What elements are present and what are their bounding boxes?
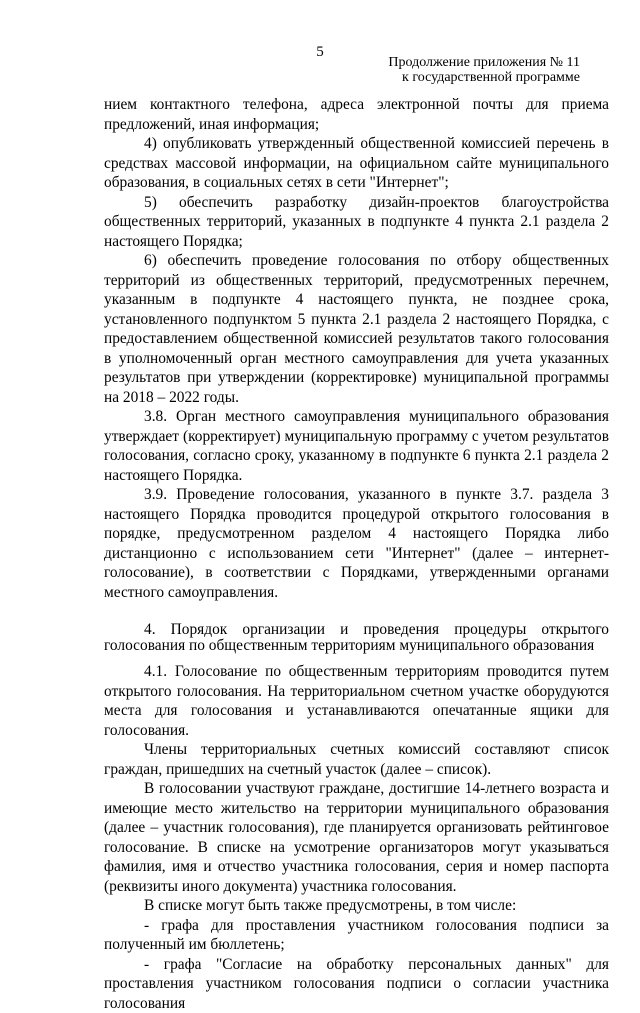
paragraph: Члены территориальных счетных комиссий составляют список граждан, пришедших на счетный участок (далее – список). [104, 740, 609, 779]
paragraph: 5) обеспечить разработку дизайн-проектов благоустройства общественных территорий, указанных в подпункте 4 пункта 2.1 раздела 2 настоящего Порядка; [104, 193, 609, 252]
paragraph: - графа для проставления участником голосования подписи за полученный им бюллетень; [104, 916, 609, 955]
paragraph: 4) опубликовать утвержденный общественной комиссией перечень в средствах массовой информации, на официальном сайте муниципального образования, в социальных сетях в сети "Интернет"; [104, 134, 609, 193]
header-note-line1: Продолжение приложения № 11 [388, 55, 580, 70]
document-body [104, 95, 609, 1013]
paragraph: В списке могут быть также предусмотрены, в том числе: [104, 896, 609, 916]
paragraph: 6) обеспечить проведение голосования по отбору общественных территорий из общественных территорий, предусмотренных перечнем, указанным в подпункте 4 настоящего пункта, не позднее срока, установленного подпунктом 5 пункта 2.1 раздела 2 настоящего Порядка, с предоставлением общественной комиссией результатов такого голосования в уполномоченный орган местного самоуправления для учета указанных результатов при утверждении (корректировке) муниципальной программы на 2018 – 2022 годы. [104, 251, 609, 407]
paragraph: нием контактного телефона, адреса электронной почты для приема предложений, иная информация; [104, 95, 609, 134]
section-heading: 4. Порядок организации и проведения процедуры открытого голосования по общественным территориям муниципального образования [104, 622, 609, 654]
paragraph: - графа "Согласие на обработку персональных данных" для проставления участником голосования подписи о согласии участника голосования [104, 955, 609, 1013]
paragraph: В голосовании участвуют граждане, достигшие 14-летнего возраста и имеющие место жительство на территории муниципального образования (далее – участник голосования), где планируется организовать рейтинговое голосование. В списке на усмотрение организаторов могут указываться фамилия, имя и отчество участника голосования, серия и номер паспорта (реквизиты иного документа) участника голосования. [104, 779, 609, 896]
page-number: 5 [0, 44, 640, 61]
header-note-line2: к государственной программе [388, 70, 580, 85]
paragraph: 3.9. Проведение голосования, указанного в пункте 3.7. раздела 3 настоящего Порядка проводится процедурой открытого голосования в порядке, предусмотренном разделом 4 настоящего Порядка либо дистанционно с использованием сети "Интернет" (далее – интернет-голосование), в соответствии с Порядками, утвержденными органами местного самоуправления. [104, 485, 609, 602]
paragraph: 4.1. Голосование по общественным территориям проводится путем открытого голосования. На территориальном счетном участке оборудуются места для голосования и устанавливаются опечатанные ящики для голосования. [104, 662, 609, 740]
paragraph: 3.8. Орган местного самоуправления муниципального образования утверждает (корректирует) муниципальную программу с учетом результатов голосования, согласно сроку, указанному в подпункте 6 пункта 2.1 раздела 2 настоящего Порядка. [104, 407, 609, 485]
header-note [388, 55, 580, 85]
